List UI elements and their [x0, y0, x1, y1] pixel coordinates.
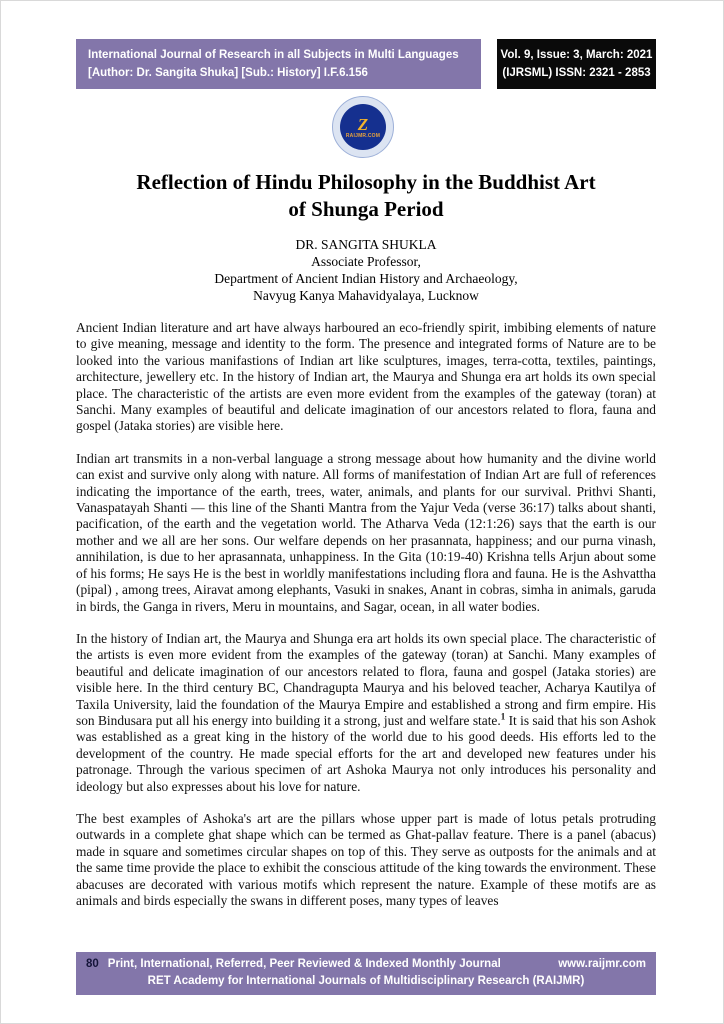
footnote-ref-1: 1	[500, 711, 506, 722]
issue-info-band	[497, 39, 656, 89]
page-header	[76, 39, 656, 89]
article-title-line1: Reflection of Hindu Philosophy in the Buddhist Art	[136, 170, 596, 194]
footer-academy-line: RET Academy for International Journals of Multidisciplinary Research (RAIJMR)	[147, 975, 585, 987]
page-number: 80	[86, 958, 99, 970]
logo-glyph: Z	[357, 114, 369, 134]
volume-issue: Vol. 9, Issue: 3, March: 2021	[500, 49, 653, 61]
article-content	[76, 169, 656, 925]
raijmr-logo-center	[340, 104, 386, 150]
paragraph-3	[76, 631, 656, 795]
journal-info-band	[76, 39, 481, 89]
author-name: DR. SANGITA SHUKLA	[295, 237, 437, 252]
paragraph-2: Indian art transmits in a non-verbal language a strong message about how humanity and the divine world can exist and survive only along with nature. All forms of manifestation of Indian Art are full of references indicating the importance of the earth, trees, water, animals, and plants for our survival. Prithvi Shanti, Vanaspatayah Shanti — this line of the Shanti Mantra from the Yajur Veda (verse 36:17) talks about shanti, pacification, of the earth and the vegetation world. The Atharva Veda (12:1:26) says that the earth is our mother and we all are her sons. Our welfare depends on her prasannata, happiness; and our purna vinash, annihilation, is due to her aprasannata, unhappiness. In the Gita (10:19-40) Krishna tells Arjun about some of his forms; He says He is the best in worldly manifestations including flora and fauna. He is the Ashvattha (pipal) , among trees, Airavat among elephants, Vasuki in snakes, Anant in cobras, simha in animals, garuda in birds, the Ganga in rivers, Meru in mountains, and Sagar, ocean, in all water bodies.	[76, 450, 656, 614]
article-body	[76, 320, 656, 909]
page-footer	[76, 952, 656, 995]
author-subject-line: [Author: Dr. Sangita Shuka] [Sub.: History] I.F.6.156	[88, 67, 368, 79]
footer-website: www.raijmr.com	[558, 958, 646, 970]
article-title	[76, 169, 656, 223]
paragraph-4: The best examples of Ashoka's art are the pillars whose upper part is made of lotus petals protruding outwards in a complete ghat shape which can be termed as Ghat-pallav feature. There is a panel (abacus) made in square and sometimes circular shapes on top of this. They serve as outposts for the animals and at the same time provide the place to exhibit the conscious attitude of the king towards the environment. These abacuses are decorated with various motifs which represent the nature. Example of these motifs are as animals and birds especially the swans in different poses, many types of leaves	[76, 810, 656, 908]
footer-line1	[86, 956, 646, 973]
paragraph-1: Ancient Indian literature and art have always harboured an eco-friendly spirit, imbibing elements of nature to give meaning, message and identity to the form. The presence and integrated forms of Nature are to be looked into the various manifastions of Indian art like sculptures, images, terra-cotta, textiles, paintings, architecture, jewellery etc. In the history of Indian art, the Maurya and Shunga era art holds its own special place. The characteristic of the artists are even more evident from the examples of the gateway (toran) at Sanchi. Many examples of beautiful and delicate imagination of our ancestors related to flora, fauna and gospel (Jataka stories) are visible here.	[76, 320, 656, 434]
paragraph-3-text: In the history of Indian art, the Maurya and Shunga era art holds its own special place. The characteristic of the artists is even more evident from the examples of the gateway (toran) at Sanchi. Many examples of beautiful and delicate imagination of our ancestors related to flora, fauna and gospel (Jataka stories) are visible here. In the third century BC, Chandragupta Maurya and his beloved teacher, Acharya Kautilya of Taxila University, laid the foundation of the Maurya Empire and established a strong and firm empire. His son Bindusara put all his energy into building it a strong, just and welfare state.	[76, 630, 656, 728]
paragraph-3-continued: It is said that his son Ashok was established as a great king in the history of the world due to his good deeds. His efforts led to the development of the country. He made special efforts for the art and developed new features under his patronage. Through the various specimen of art Ashoka Maurya not only introduces his personality and ideology but also expresses about his love for nature.	[76, 712, 656, 794]
article-title-line2: of Shunga Period	[288, 197, 444, 221]
journal-name: International Journal of Research in all Subjects in Multi Languages	[88, 49, 459, 61]
author-block	[76, 236, 656, 304]
author-role: Associate Professor,	[311, 254, 421, 269]
author-institution: Navyug Kanya Mahavidyalaya, Lucknow	[253, 288, 479, 303]
logo-label: RAIJMR.COM	[345, 132, 381, 139]
footer-journal-type: Print, International, Referred, Peer Reviewed & Indexed Monthly Journal	[107, 958, 501, 970]
raijmr-logo-icon	[332, 96, 394, 158]
author-department: Department of Ancient Indian History and Archaeology,	[214, 271, 518, 286]
issn-line: (IJRSML) ISSN: 2321 - 2853	[502, 67, 651, 79]
